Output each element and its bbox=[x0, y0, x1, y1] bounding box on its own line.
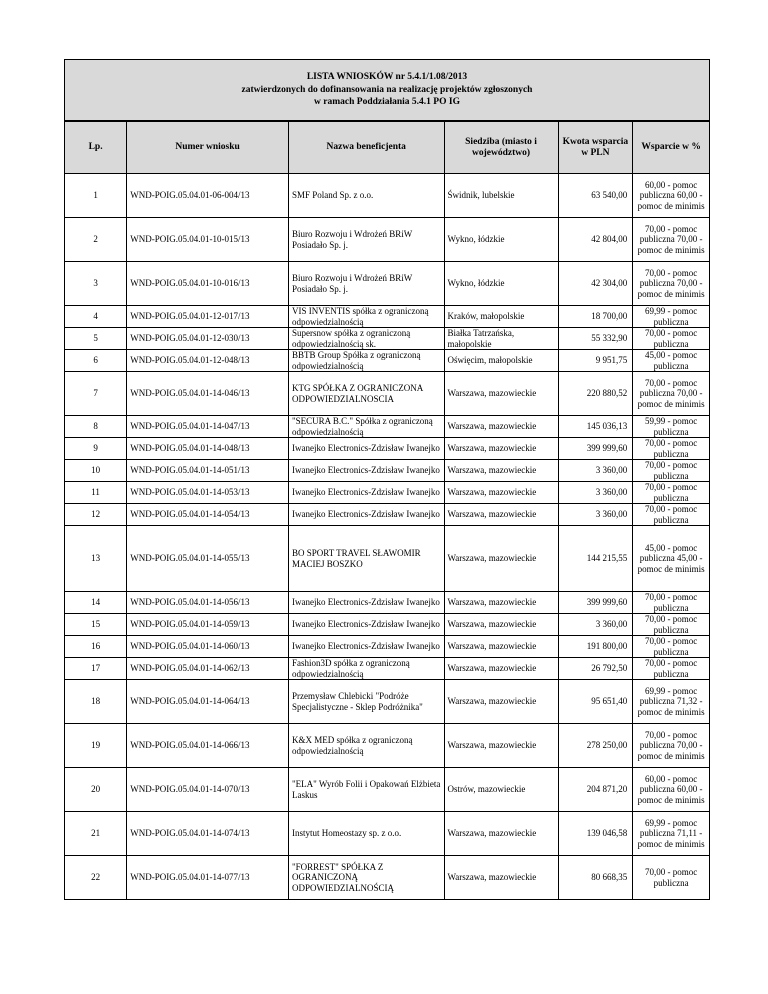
cell-nazwa-beneficjenta: Biuro Rozwoju i Wdrożeń BRiW Posiadało Sp. j. bbox=[288, 218, 444, 262]
cell-lp: 1 bbox=[65, 174, 127, 218]
table-row bbox=[65, 856, 710, 900]
table-header-row bbox=[65, 122, 710, 174]
cell-numer-wniosku: WND-POIG.05.04.01-14-046/13 bbox=[127, 372, 289, 416]
column-header-kwota: Kwota wsparcia w PLN bbox=[558, 122, 633, 174]
cell-kwota: 204 871,20 bbox=[558, 768, 633, 812]
table-row bbox=[65, 724, 710, 768]
cell-lp: 19 bbox=[65, 724, 127, 768]
cell-kwota: 26 792,50 bbox=[558, 658, 633, 680]
cell-lp: 21 bbox=[65, 812, 127, 856]
cell-kwota: 220 880,52 bbox=[558, 372, 633, 416]
cell-lp: 6 bbox=[65, 350, 127, 372]
cell-siedziba: Ostrów, mazowieckie bbox=[444, 768, 558, 812]
cell-numer-wniosku: WND-POIG.05.04.01-14-055/13 bbox=[127, 526, 289, 592]
cell-nazwa-beneficjenta: "ELA" Wyrób Folii i Opakowań Elżbieta Laskus bbox=[288, 768, 444, 812]
cell-numer-wniosku: WND-POIG.05.04.01-12-048/13 bbox=[127, 350, 289, 372]
table-row bbox=[65, 592, 710, 614]
cell-nazwa-beneficjenta: Biuro Rozwoju i Wdrożeń BRiW Posiadało Sp. j. bbox=[288, 262, 444, 306]
cell-kwota: 80 668,35 bbox=[558, 856, 633, 900]
cell-numer-wniosku: WND-POIG.05.04.01-14-059/13 bbox=[127, 614, 289, 636]
table-row bbox=[65, 482, 710, 504]
cell-siedziba: Wykno, łódzkie bbox=[444, 218, 558, 262]
table-row bbox=[65, 614, 710, 636]
cell-kwota: 399 999,60 bbox=[558, 592, 633, 614]
cell-nazwa-beneficjenta: Instytut Homeostazy sp. z o.o. bbox=[288, 812, 444, 856]
cell-wsparcie: 70,00 - pomoc publiczna 70,00 - pomoc de minimis bbox=[633, 262, 710, 306]
cell-wsparcie: 70,00 - pomoc publiczna 70,00 - pomoc de minimis bbox=[633, 218, 710, 262]
cell-kwota: 95 651,40 bbox=[558, 680, 633, 724]
table-row bbox=[65, 768, 710, 812]
cell-wsparcie: 70,00 - pomoc publiczna bbox=[633, 636, 710, 658]
cell-numer-wniosku: WND-POIG.05.04.01-14-062/13 bbox=[127, 658, 289, 680]
cell-kwota: 3 360,00 bbox=[558, 482, 633, 504]
cell-lp: 10 bbox=[65, 460, 127, 482]
table-row bbox=[65, 526, 710, 592]
table-row bbox=[65, 328, 710, 350]
cell-nazwa-beneficjenta: Iwanejko Electronics-Zdzisław Iwanejko bbox=[288, 614, 444, 636]
cell-wsparcie: 70,00 - pomoc publiczna bbox=[633, 504, 710, 526]
cell-lp: 4 bbox=[65, 306, 127, 328]
cell-lp: 3 bbox=[65, 262, 127, 306]
cell-siedziba: Warszawa, mazowieckie bbox=[444, 658, 558, 680]
cell-kwota: 3 360,00 bbox=[558, 614, 633, 636]
cell-nazwa-beneficjenta: Supersnow spółka z ograniczoną odpowiedzialnością sk. bbox=[288, 328, 444, 350]
cell-nazwa-beneficjenta: Iwanejko Electronics-Zdzisław Iwanejko bbox=[288, 504, 444, 526]
cell-wsparcie: 70,00 - pomoc publiczna bbox=[633, 482, 710, 504]
table-row bbox=[65, 306, 710, 328]
cell-nazwa-beneficjenta: SMF Poland Sp. z o.o. bbox=[288, 174, 444, 218]
cell-numer-wniosku: WND-POIG.05.04.01-14-064/13 bbox=[127, 680, 289, 724]
column-header-nazwa: Nazwa beneficjenta bbox=[288, 122, 444, 174]
title-line-1: LISTA WNIOSKÓW nr 5.4.1/1.08/2013 bbox=[306, 72, 468, 83]
cell-lp: 8 bbox=[65, 416, 127, 438]
cell-wsparcie: 70,00 - pomoc publiczna bbox=[633, 658, 710, 680]
cell-lp: 2 bbox=[65, 218, 127, 262]
cell-numer-wniosku: WND-POIG.05.04.01-14-060/13 bbox=[127, 636, 289, 658]
cell-wsparcie: 70,00 - pomoc publiczna 70,00 - pomoc de minimis bbox=[633, 372, 710, 416]
table-row bbox=[65, 372, 710, 416]
cell-nazwa-beneficjenta: Iwanejko Electronics-Zdzisław Iwanejko bbox=[288, 460, 444, 482]
cell-kwota: 3 360,00 bbox=[558, 504, 633, 526]
cell-lp: 18 bbox=[65, 680, 127, 724]
cell-numer-wniosku: WND-POIG.05.04.01-14-047/13 bbox=[127, 416, 289, 438]
cell-nazwa-beneficjenta: VIS INVENTIS spółka z ograniczoną odpowiedzialnością bbox=[288, 306, 444, 328]
cell-siedziba: Warszawa, mazowieckie bbox=[444, 416, 558, 438]
cell-siedziba: Warszawa, mazowieckie bbox=[444, 482, 558, 504]
cell-siedziba: Warszawa, mazowieckie bbox=[444, 724, 558, 768]
table-row bbox=[65, 812, 710, 856]
cell-kwota: 3 360,00 bbox=[558, 460, 633, 482]
document-sheet bbox=[64, 59, 710, 900]
cell-wsparcie: 69,99 - pomoc publiczna 71,32 - pomoc de minimis bbox=[633, 680, 710, 724]
cell-numer-wniosku: WND-POIG.05.04.01-06-004/13 bbox=[127, 174, 289, 218]
cell-nazwa-beneficjenta: Iwanejko Electronics-Zdzisław Iwanejko bbox=[288, 592, 444, 614]
title-line-2: zatwierdzonych do dofinansowania na realizację projektów zgłoszonych bbox=[241, 84, 533, 95]
cell-lp: 11 bbox=[65, 482, 127, 504]
cell-numer-wniosku: WND-POIG.05.04.01-10-015/13 bbox=[127, 218, 289, 262]
cell-lp: 5 bbox=[65, 328, 127, 350]
table-row bbox=[65, 504, 710, 526]
cell-numer-wniosku: WND-POIG.05.04.01-14-066/13 bbox=[127, 724, 289, 768]
cell-kwota: 191 800,00 bbox=[558, 636, 633, 658]
column-header-siedziba: Siedziba (miasto i województwo) bbox=[444, 122, 558, 174]
cell-nazwa-beneficjenta: Fashion3D spółka z ograniczoną odpowiedzialnością bbox=[288, 658, 444, 680]
cell-numer-wniosku: WND-POIG.05.04.01-14-074/13 bbox=[127, 812, 289, 856]
cell-lp: 14 bbox=[65, 592, 127, 614]
cell-lp: 15 bbox=[65, 614, 127, 636]
cell-wsparcie: 60,00 - pomoc publiczna 60,00 - pomoc de minimis bbox=[633, 768, 710, 812]
cell-wsparcie: 70,00 - pomoc publiczna bbox=[633, 460, 710, 482]
cell-siedziba: Warszawa, mazowieckie bbox=[444, 526, 558, 592]
cell-wsparcie: 69,99 - pomoc publiczna 71,11 - pomoc de minimis bbox=[633, 812, 710, 856]
cell-siedziba: Warszawa, mazowieckie bbox=[444, 636, 558, 658]
cell-nazwa-beneficjenta: Iwanejko Electronics-Zdzisław Iwanejko bbox=[288, 636, 444, 658]
cell-nazwa-beneficjenta: "FORREST" SPÓŁKA Z OGRANICZONĄ ODPOWIEDZIALNOŚCIĄ bbox=[288, 856, 444, 900]
cell-numer-wniosku: WND-POIG.05.04.01-10-016/13 bbox=[127, 262, 289, 306]
cell-lp: 20 bbox=[65, 768, 127, 812]
cell-wsparcie: 59,99 - pomoc publiczna bbox=[633, 416, 710, 438]
cell-siedziba: Warszawa, mazowieckie bbox=[444, 460, 558, 482]
cell-numer-wniosku: WND-POIG.05.04.01-14-077/13 bbox=[127, 856, 289, 900]
table-row bbox=[65, 658, 710, 680]
cell-nazwa-beneficjenta: KTG SPÓŁKA Z OGRANICZONA ODPOWIEDZIALNOSCIA bbox=[288, 372, 444, 416]
table-row bbox=[65, 262, 710, 306]
table-row bbox=[65, 680, 710, 724]
cell-numer-wniosku: WND-POIG.05.04.01-12-030/13 bbox=[127, 328, 289, 350]
table-row bbox=[65, 416, 710, 438]
title-line-3: w ramach Poddziałania 5.4.1 PO IG bbox=[314, 97, 460, 108]
cell-numer-wniosku: WND-POIG.05.04.01-14-054/13 bbox=[127, 504, 289, 526]
cell-numer-wniosku: WND-POIG.05.04.01-14-056/13 bbox=[127, 592, 289, 614]
cell-wsparcie: 70,00 - pomoc publiczna 70,00 - pomoc de minimis bbox=[633, 724, 710, 768]
cell-lp: 12 bbox=[65, 504, 127, 526]
cell-siedziba: Kraków, małopolskie bbox=[444, 306, 558, 328]
cell-kwota: 144 215,55 bbox=[558, 526, 633, 592]
cell-kwota: 42 804,00 bbox=[558, 218, 633, 262]
cell-wsparcie: 70,00 - pomoc publiczna bbox=[633, 592, 710, 614]
cell-kwota: 9 951,75 bbox=[558, 350, 633, 372]
cell-kwota: 42 304,00 bbox=[558, 262, 633, 306]
cell-siedziba: Warszawa, mazowieckie bbox=[444, 680, 558, 724]
cell-lp: 7 bbox=[65, 372, 127, 416]
cell-siedziba: Warszawa, mazowieckie bbox=[444, 812, 558, 856]
cell-nazwa-beneficjenta: BO SPORT TRAVEL SŁAWOMIR MACIEJ BOSZKO bbox=[288, 526, 444, 592]
cell-wsparcie: 45,00 - pomoc publiczna bbox=[633, 350, 710, 372]
cell-siedziba: Warszawa, mazowieckie bbox=[444, 614, 558, 636]
table-row bbox=[65, 636, 710, 658]
document-title bbox=[64, 59, 710, 121]
cell-nazwa-beneficjenta: Iwanejko Electronics-Zdzisław Iwanejko bbox=[288, 438, 444, 460]
cell-numer-wniosku: WND-POIG.05.04.01-14-053/13 bbox=[127, 482, 289, 504]
cell-nazwa-beneficjenta: "SECURA B.C." Spółka z ograniczoną odpowiedzialnością bbox=[288, 416, 444, 438]
cell-nazwa-beneficjenta: K&X MED spółka z ograniczoną odpowiedzialnością bbox=[288, 724, 444, 768]
cell-lp: 17 bbox=[65, 658, 127, 680]
cell-numer-wniosku: WND-POIG.05.04.01-12-017/13 bbox=[127, 306, 289, 328]
column-header-wsparcie: Wsparcie w % bbox=[633, 122, 710, 174]
table-row bbox=[65, 350, 710, 372]
cell-nazwa-beneficjenta: Iwanejko Electronics-Zdzisław Iwanejko bbox=[288, 482, 444, 504]
cell-siedziba: Warszawa, mazowieckie bbox=[444, 438, 558, 460]
cell-nazwa-beneficjenta: Przemysław Chlebicki "Podróże Specjalistyczne - Sklep Podróżnika" bbox=[288, 680, 444, 724]
cell-nazwa-beneficjenta: BBTB Group Spółka z ograniczoną odpowiedzialnością bbox=[288, 350, 444, 372]
cell-numer-wniosku: WND-POIG.05.04.01-14-070/13 bbox=[127, 768, 289, 812]
cell-wsparcie: 45,00 - pomoc publiczna 45,00 - pomoc de minimis bbox=[633, 526, 710, 592]
cell-siedziba: Wykno, łódzkie bbox=[444, 262, 558, 306]
cell-siedziba: Oświęcim, małopolskie bbox=[444, 350, 558, 372]
cell-siedziba: Białka Tatrzańska, małopolskie bbox=[444, 328, 558, 350]
cell-siedziba: Warszawa, mazowieckie bbox=[444, 592, 558, 614]
cell-lp: 13 bbox=[65, 526, 127, 592]
cell-lp: 9 bbox=[65, 438, 127, 460]
cell-lp: 22 bbox=[65, 856, 127, 900]
cell-wsparcie: 69,99 - pomoc publiczna bbox=[633, 306, 710, 328]
cell-kwota: 139 046,58 bbox=[558, 812, 633, 856]
cell-wsparcie: 60,00 - pomoc publiczna 60,00 - pomoc de minimis bbox=[633, 174, 710, 218]
cell-kwota: 145 036,13 bbox=[558, 416, 633, 438]
cell-kwota: 55 332,90 bbox=[558, 328, 633, 350]
table-row bbox=[65, 218, 710, 262]
column-header-lp: Lp. bbox=[65, 122, 127, 174]
cell-siedziba: Warszawa, mazowieckie bbox=[444, 504, 558, 526]
cell-kwota: 18 700,00 bbox=[558, 306, 633, 328]
cell-lp: 16 bbox=[65, 636, 127, 658]
column-header-numer: Numer wniosku bbox=[127, 122, 289, 174]
cell-numer-wniosku: WND-POIG.05.04.01-14-048/13 bbox=[127, 438, 289, 460]
applications-table bbox=[64, 121, 710, 900]
table-row bbox=[65, 174, 710, 218]
cell-kwota: 278 250,00 bbox=[558, 724, 633, 768]
cell-siedziba: Warszawa, mazowieckie bbox=[444, 856, 558, 900]
cell-kwota: 63 540,00 bbox=[558, 174, 633, 218]
cell-wsparcie: 70,00 - pomoc publiczna bbox=[633, 328, 710, 350]
cell-siedziba: Warszawa, mazowieckie bbox=[444, 372, 558, 416]
cell-siedziba: Świdnik, lubelskie bbox=[444, 174, 558, 218]
cell-numer-wniosku: WND-POIG.05.04.01-14-051/13 bbox=[127, 460, 289, 482]
cell-kwota: 399 999,60 bbox=[558, 438, 633, 460]
table-row bbox=[65, 460, 710, 482]
cell-wsparcie: 70,00 - pomoc publiczna bbox=[633, 614, 710, 636]
cell-wsparcie: 70,00 - pomoc publiczna bbox=[633, 438, 710, 460]
cell-wsparcie: 70,00 - pomoc publiczna bbox=[633, 856, 710, 900]
table-row bbox=[65, 438, 710, 460]
